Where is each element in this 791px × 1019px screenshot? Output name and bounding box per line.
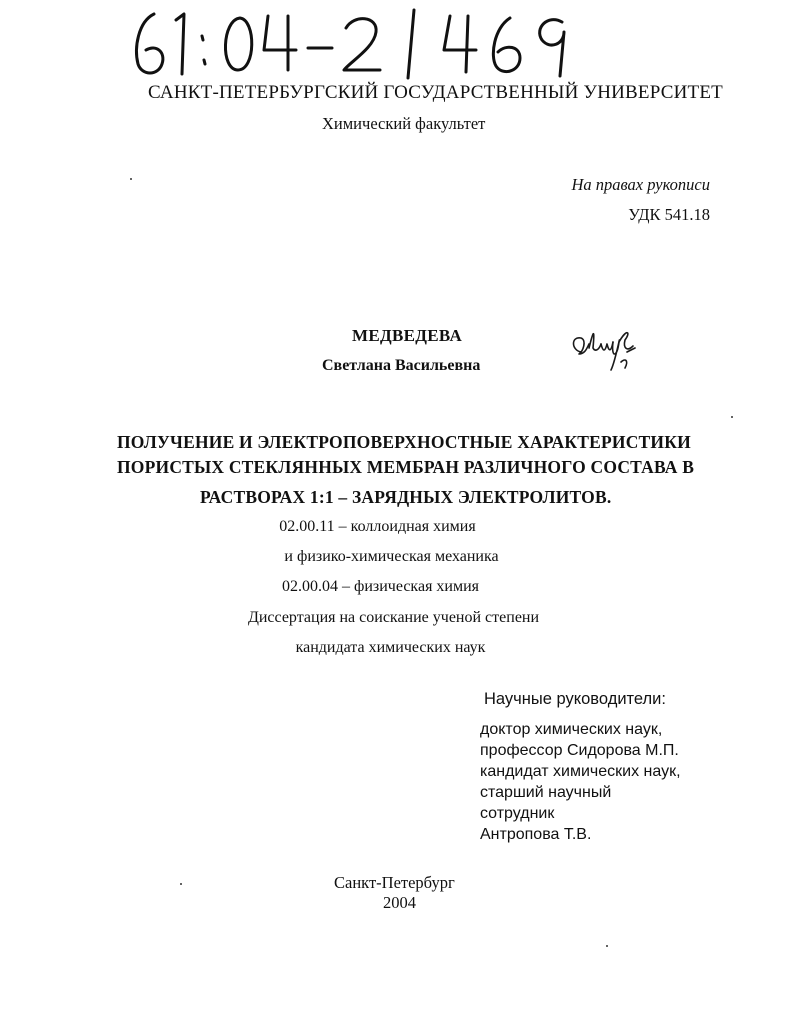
supervisor-line: старший научный	[480, 784, 612, 801]
supervisor-line: доктор химических наук,	[480, 721, 663, 738]
author-given-names: Светлана Васильевна	[322, 357, 481, 374]
supervisor-line: сотрудник	[480, 805, 555, 822]
supervisor-line: Антропова Т.В.	[480, 826, 592, 843]
degree-statement: Диссертация на соискание ученой степени	[247, 609, 540, 626]
author-signature	[565, 318, 645, 374]
scan-speck	[731, 416, 733, 418]
thesis-title-line-1: ПОЛУЧЕНИЕ И ЭЛЕКТРОПОВЕРХНОСТНЫЕ ХАРАКТЕРИСТИКИ	[117, 432, 691, 452]
supervisor-line: кандидат химических наук,	[480, 763, 681, 780]
author-surname: МЕДВЕДЕВА	[352, 326, 463, 345]
thesis-title-line-3: РАСТВОРАХ 1:1 – ЗАРЯДНЫХ ЭЛЕКТРОЛИТОВ.	[200, 487, 612, 507]
supervisor-line: профессор Сидорова М.П.	[480, 742, 679, 759]
year: 2004	[383, 893, 416, 912]
manuscript-rights-note: На правах рукописи	[571, 175, 710, 194]
university-name: САНКТ-ПЕТЕРБУРГСКИЙ ГОСУДАРСТВЕННЫЙ УНИВЕРСИТЕТ	[148, 82, 723, 103]
specialty-code-2: 02.00.04 – физическая химия	[281, 578, 480, 595]
thesis-title-line-2: ПОРИСТЫХ СТЕКЛЯННЫХ МЕМБРАН РАЗЛИЧНОГО СОСТАВА В	[117, 457, 695, 477]
scan-speck	[130, 178, 132, 180]
specialty-code-1: 02.00.11 – коллоидная химия	[279, 518, 476, 535]
specialty-code-1-continued: и физико-химическая механика	[284, 548, 499, 565]
supervisors-list	[480, 719, 681, 845]
udc-code: УДК 541.18	[628, 205, 710, 224]
handwritten-catalog-number	[128, 8, 578, 80]
scan-speck	[606, 945, 608, 947]
faculty-name: Химический факультет	[322, 114, 486, 133]
supervisors-heading: Научные руководители:	[484, 690, 666, 708]
degree-name: кандидата химических наук	[295, 639, 486, 656]
city: Санкт-Петербург	[334, 873, 455, 892]
scan-speck	[180, 883, 182, 885]
